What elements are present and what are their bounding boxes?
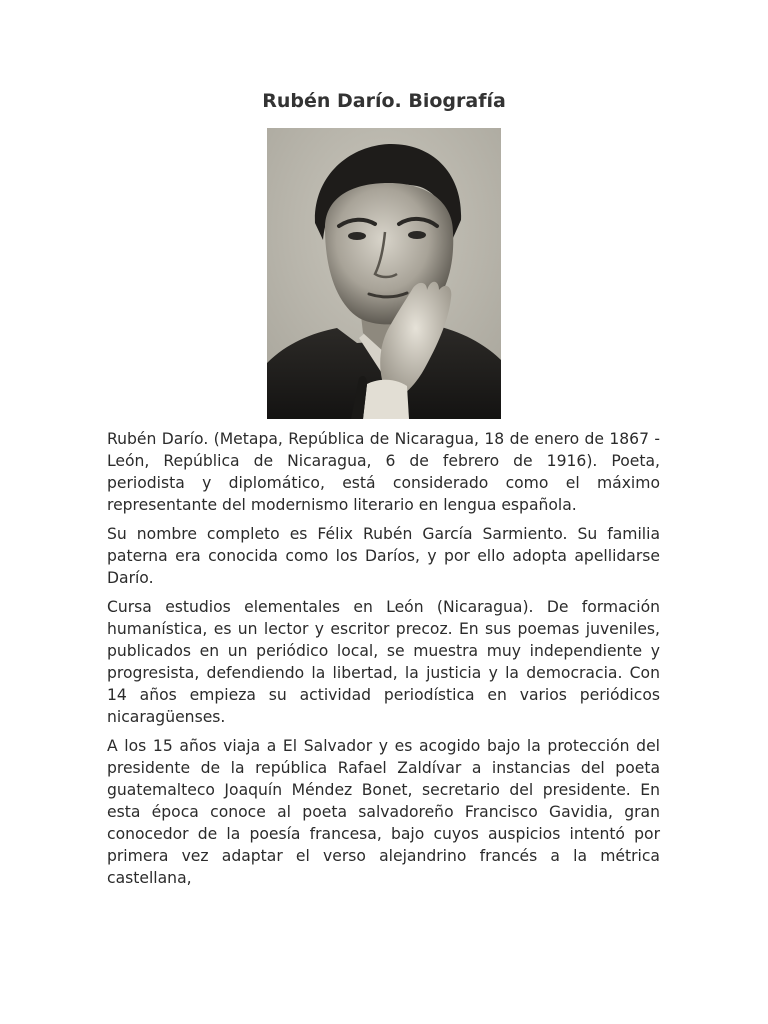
portrait-illustration (267, 128, 501, 419)
portrait-photo (267, 128, 501, 419)
biography-text (107, 428, 660, 896)
paragraph-1: Rubén Darío. (Metapa, República de Nicaragua, 18 de enero de 1867 - León, República de Nicaragua, 6 de febrero de 1916). Poeta, periodista y diplomático, está considerado como el máximo representante del modernismo literario en lengua española. (107, 430, 660, 514)
paragraph-2: Su nombre completo es Félix Rubén García Sarmiento. Su familia paterna era conocida como los Daríos, y por ello adopta apellidarse Darío. (107, 525, 660, 587)
paragraph-3: Cursa estudios elementales en León (Nicaragua). De formación humanística, es un lector y escritor precoz. En sus poemas juveniles, publicados en un periódico local, se muestra muy independiente y progresista, defendiendo la libertad, la justicia y la democracia. Con 14 años empieza su actividad periodística en varios periódicos nicaragüenses. (107, 598, 660, 726)
paragraph-4: A los 15 años viaja a El Salvador y es acogido bajo la protección del presidente de la república Rafael Zaldívar a instancias del poeta guatemalteco Joaquín Méndez Bonet, secretario del presidente. En esta época conoce al poeta salvadoreño Francisco Gavidia, gran conocedor de la poesía francesa, bajo cuyos auspicios intentó por primera vez adaptar el verso alejandrino francés a la métrica castellana, (107, 737, 660, 887)
page-title: Rubén Darío. Biografía (262, 90, 506, 112)
